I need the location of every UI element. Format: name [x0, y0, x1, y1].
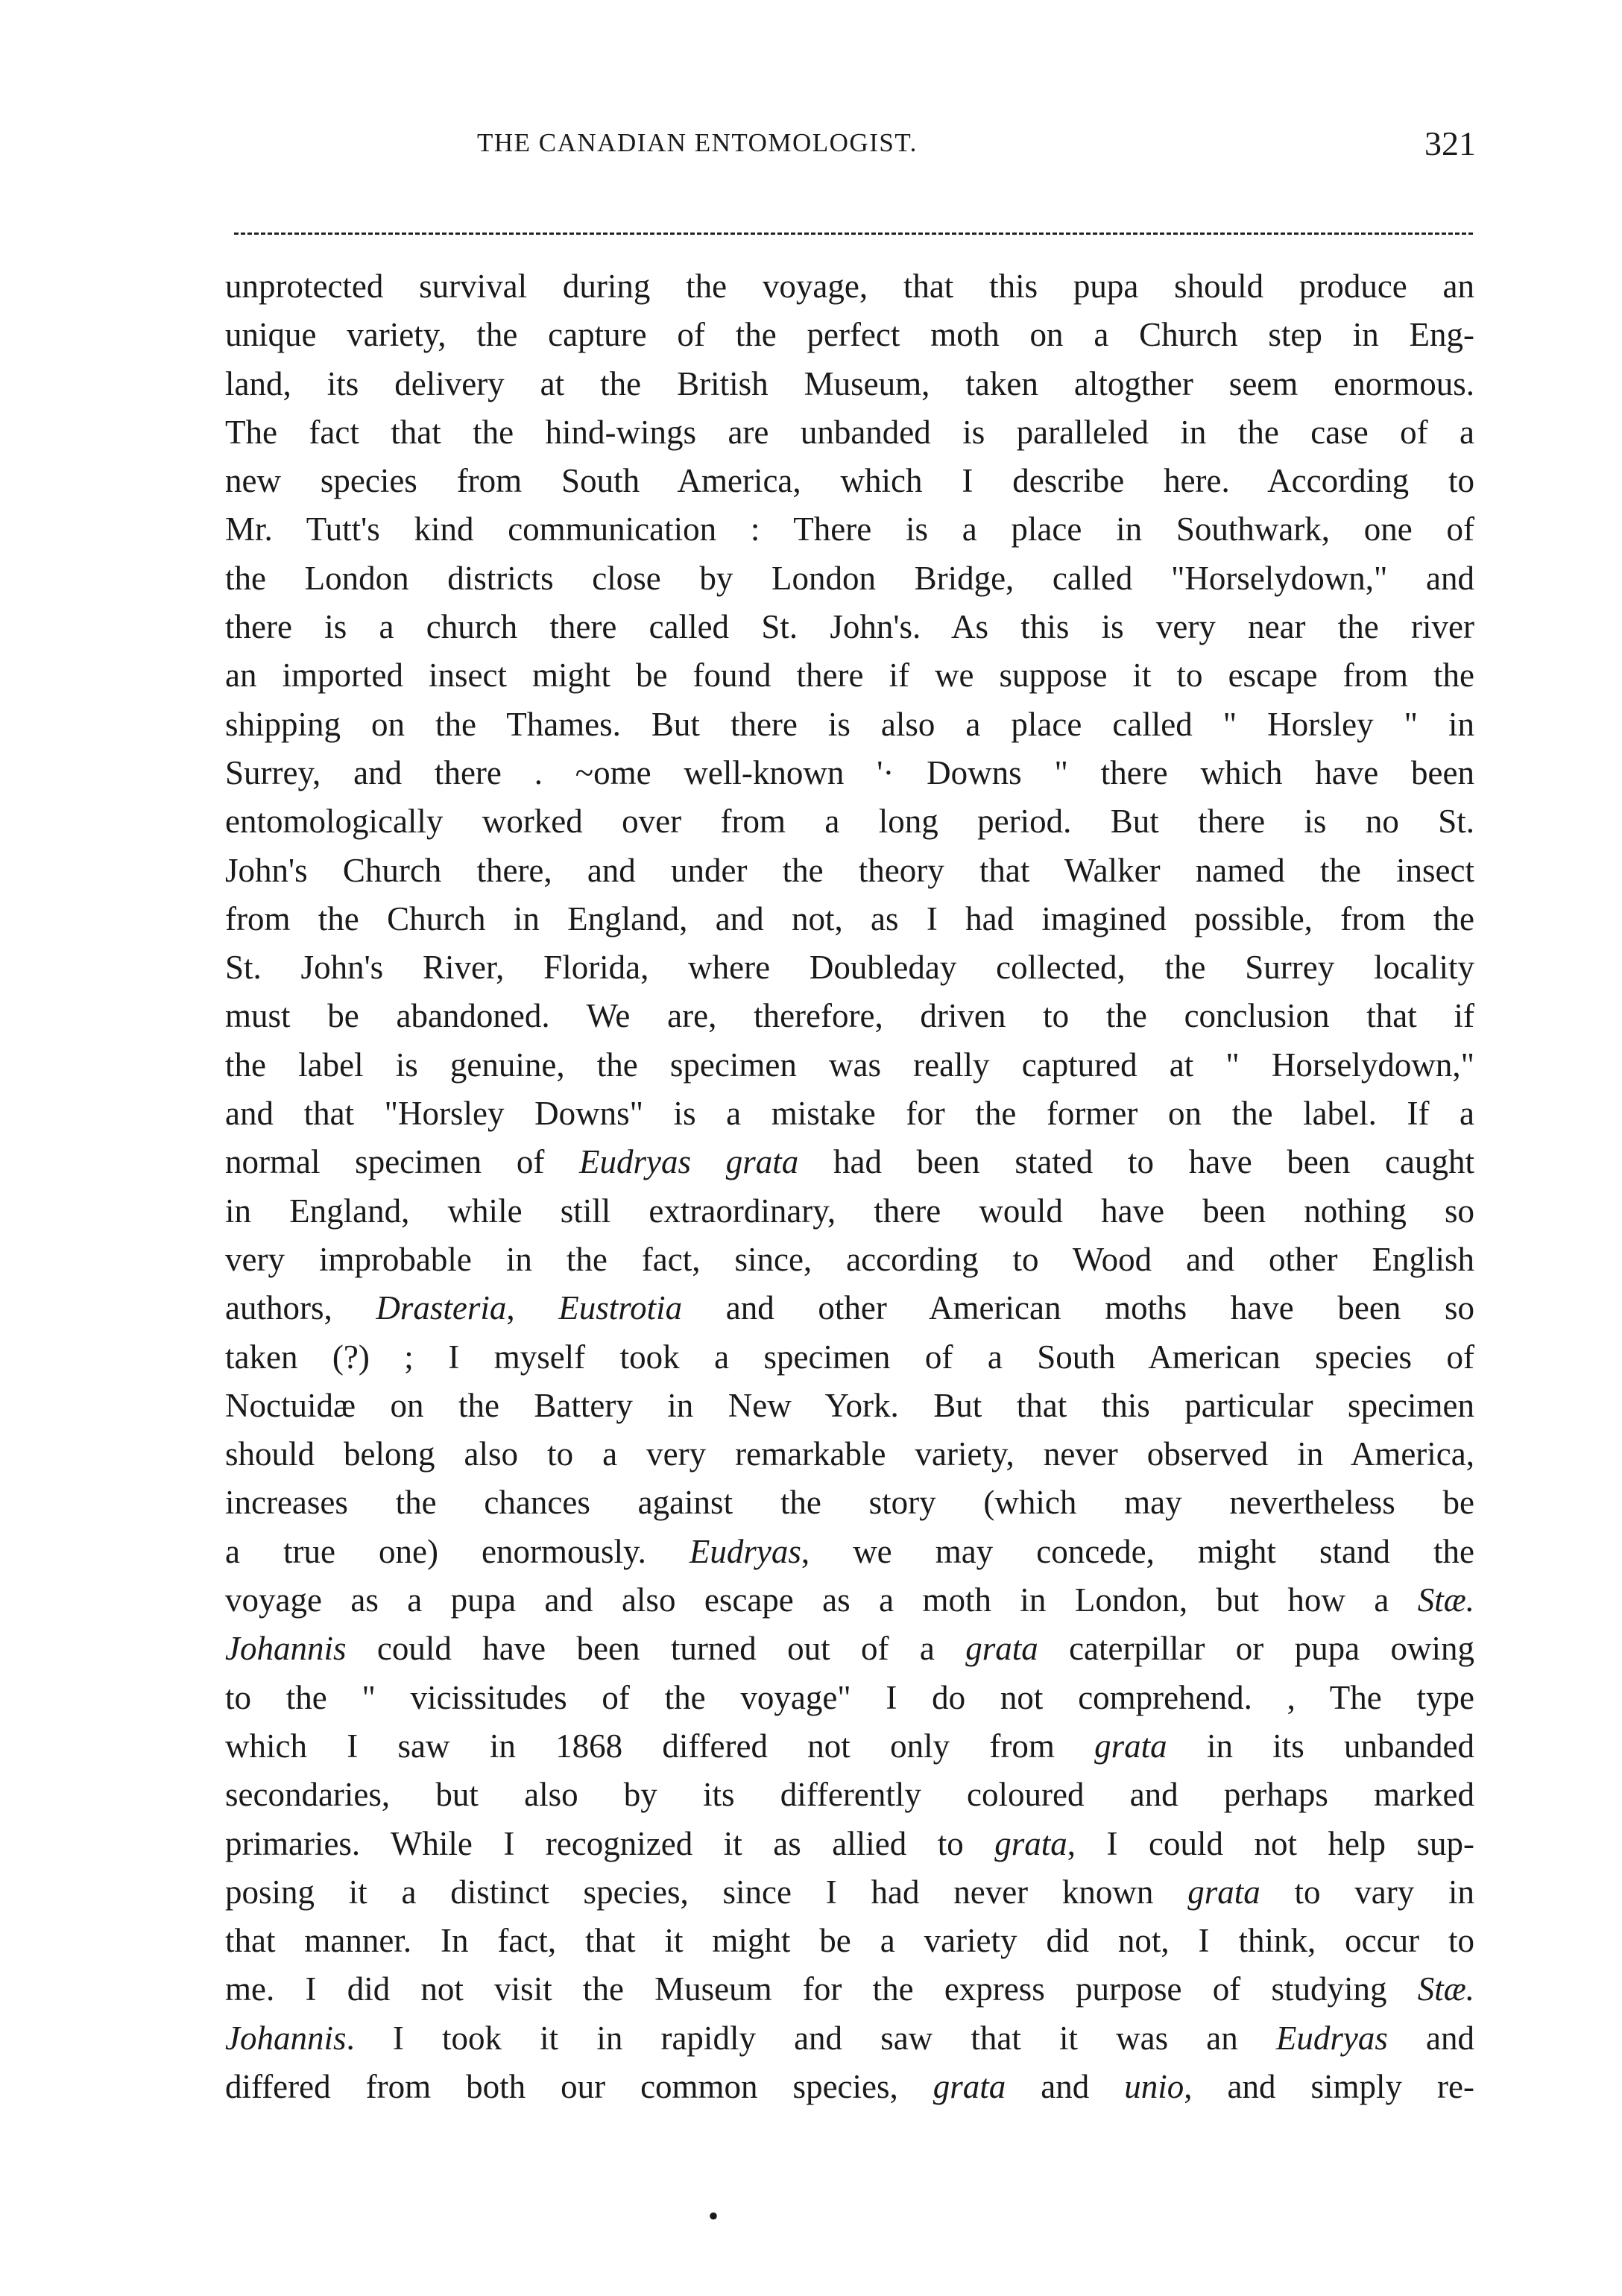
text-line: [225, 1187, 1474, 1236]
text-run: St. John's River, Florida, where Doubleday collected, the Surrey locality: [225, 949, 1474, 987]
text-line: [225, 603, 1474, 651]
italic-term: grata: [965, 1630, 1038, 1668]
page-number: 321: [1424, 124, 1476, 162]
italic-term: Johannis: [225, 2019, 347, 2057]
text-line: [225, 1917, 1474, 1965]
text-line: [225, 1820, 1474, 1868]
text-line: [225, 797, 1474, 846]
text-run: and that "Horsley Downs" is a mistake for the former on the label. If a: [225, 1095, 1474, 1133]
text-line: [225, 2014, 1474, 2063]
text-run: land, its delivery at the British Museum, taken altogther seem enormous.: [225, 364, 1474, 402]
italic-term: Stæ.: [1417, 1970, 1474, 2008]
text-run: new species from South America, which I describe here. According to: [225, 462, 1474, 500]
italic-term: grata: [994, 1824, 1067, 1862]
text-line: [225, 1041, 1474, 1090]
text-line: [225, 457, 1474, 505]
text-run: shipping on the Thames. But there is also a place called " Horsley " in: [225, 705, 1474, 743]
text-run: , I could not help sup-: [1067, 1824, 1474, 1862]
running-head: [224, 124, 1476, 173]
text-run: Surrey, and there . ~ome well-known '· Downs " there which have been: [225, 753, 1474, 791]
italic-term: Eudryas: [1275, 2019, 1388, 2057]
italic-term: Eudryas: [689, 1532, 801, 1570]
footer-mark: •: [708, 2199, 719, 2233]
text-line: [225, 992, 1474, 1040]
text-run: in England, while still extraordinary, there would have been nothing so: [225, 1192, 1474, 1230]
text-line: [225, 1674, 1474, 1722]
text-line: [225, 749, 1474, 797]
text-run: ,: [506, 1289, 559, 1327]
text-line: [225, 847, 1474, 895]
text-line: [225, 1236, 1474, 1284]
text-line: [225, 1528, 1474, 1576]
text-line: [225, 700, 1474, 749]
text-line: [225, 1965, 1474, 2014]
text-line: [225, 943, 1474, 992]
text-run: and other American moths have been so: [682, 1289, 1474, 1327]
text-run: , and simply re-: [1184, 2067, 1474, 2105]
italic-term: Eudryas grata: [579, 1143, 799, 1181]
text-run: and: [1387, 2019, 1474, 2057]
text-run: there is a church there called St. John's. As this is very near the river: [225, 608, 1474, 646]
text-run: the label is genuine, the specimen was really captured at " Horselydown,": [225, 1046, 1474, 1084]
header-rule: [234, 233, 1473, 235]
text-run: which I saw in 1868 differed not only from: [225, 1727, 1095, 1765]
text-line: [225, 1771, 1474, 1819]
text-run: that manner. In fact, that it might be a variety did not, I think, occur to: [225, 1922, 1474, 1960]
text-line: [225, 1479, 1474, 1527]
text-line: [225, 1090, 1474, 1138]
text-run: taken (?) ; I myself took a specimen of a South American species of: [225, 1338, 1474, 1376]
text-run: from the Church in England, and not, as I had imagined possible, from the: [225, 899, 1474, 937]
text-run: me. I did not visit the Museum for the express purpose of studying: [225, 1970, 1418, 2008]
text-run: The fact that the hind-wings are unbanded is paralleled in the case of a: [225, 413, 1474, 451]
text-run: should belong also to a very remarkable variety, never observed in America,: [225, 1435, 1474, 1473]
text-run: caterpillar or pupa owing: [1038, 1630, 1474, 1668]
text-line: [225, 895, 1474, 943]
text-run: an imported insect might be found there if we suppose it to escape from the: [225, 657, 1474, 695]
italic-term: grata: [1094, 1727, 1167, 1765]
italic-term: Stæ.: [1417, 1581, 1474, 1619]
text-run: increases the chances against the story (which may nevertheless be: [225, 1484, 1474, 1522]
text-run: Noctuidæ on the Battery in New York. But that this particular specimen: [225, 1386, 1474, 1424]
italic-term: Drasteria: [376, 1289, 507, 1327]
text-line: [225, 1333, 1474, 1382]
text-line: [225, 262, 1474, 311]
italic-term: grata: [1187, 1873, 1260, 1911]
text-line: [225, 1284, 1474, 1332]
text-run: unique variety, the capture of the perfect moth on a Church step in Eng-: [225, 316, 1474, 354]
text-run: in its unbanded: [1167, 1727, 1474, 1765]
text-run: entomologically worked over from a long period. But there is no St.: [225, 803, 1474, 841]
text-line: [225, 360, 1474, 408]
text-line: [225, 505, 1474, 554]
text-run: secondaries, but also by its differently coloured and perhaps marked: [225, 1776, 1474, 1814]
text-run: Mr. Tutt's kind communication : There is a place in Southwark, one of: [225, 510, 1474, 548]
text-run: very improbable in the fact, since, according to Wood and other English: [225, 1240, 1474, 1278]
text-run: posing it a distinct species, since I had never known: [225, 1873, 1188, 1911]
text-line: [225, 311, 1474, 359]
text-run: differed from both our common species,: [225, 2067, 933, 2105]
journal-title: THE CANADIAN ENTOMOLOGIST.: [477, 128, 918, 157]
text-run: John's Church there, and under the theory that Walker named the insect: [225, 851, 1474, 889]
text-run: primaries. While I recognized it as allied to: [225, 1824, 995, 1862]
text-run: could have been turned out of a: [346, 1630, 966, 1668]
text-line: [225, 1138, 1474, 1186]
text-run: normal specimen of: [225, 1143, 580, 1181]
italic-term: Johannis: [225, 1630, 347, 1668]
text-run: to vary in: [1260, 1873, 1474, 1911]
text-run: the London districts close by London Bridge, called "Horselydown," and: [225, 559, 1474, 597]
text-run: and: [1006, 2067, 1125, 2105]
text-line: [225, 408, 1474, 457]
text-run: . I took it in rapidly and saw that it was an: [346, 2019, 1276, 2057]
text-run: had been stated to have been caught: [798, 1143, 1474, 1181]
italic-term: Eustrotia: [558, 1289, 683, 1327]
body-text: [225, 262, 1474, 2111]
text-line: [225, 1576, 1474, 1625]
text-run: authors,: [225, 1289, 376, 1327]
italic-term: grata: [933, 2067, 1006, 2105]
italic-term: unio: [1124, 2067, 1184, 2105]
text-line: [225, 2063, 1474, 2111]
text-line: [225, 554, 1474, 603]
text-line: [225, 1430, 1474, 1479]
text-run: , we may concede, might stand the: [801, 1532, 1474, 1570]
text-run: must be abandoned. We are, therefore, driven to the conclusion that if: [225, 997, 1474, 1035]
text-line: [225, 1382, 1474, 1430]
text-line: [225, 1625, 1474, 1673]
text-run: a true one) enormously.: [225, 1532, 689, 1570]
text-line: [225, 1722, 1474, 1771]
text-line: [225, 1868, 1474, 1917]
text-line: [225, 651, 1474, 700]
text-run: to the " vicissitudes of the voyage" I do not comprehend. , The type: [225, 1678, 1474, 1716]
text-run: unprotected survival during the voyage, that this pupa should produce an: [225, 268, 1474, 305]
text-run: voyage as a pupa and also escape as a moth in London, but how a: [225, 1581, 1418, 1619]
